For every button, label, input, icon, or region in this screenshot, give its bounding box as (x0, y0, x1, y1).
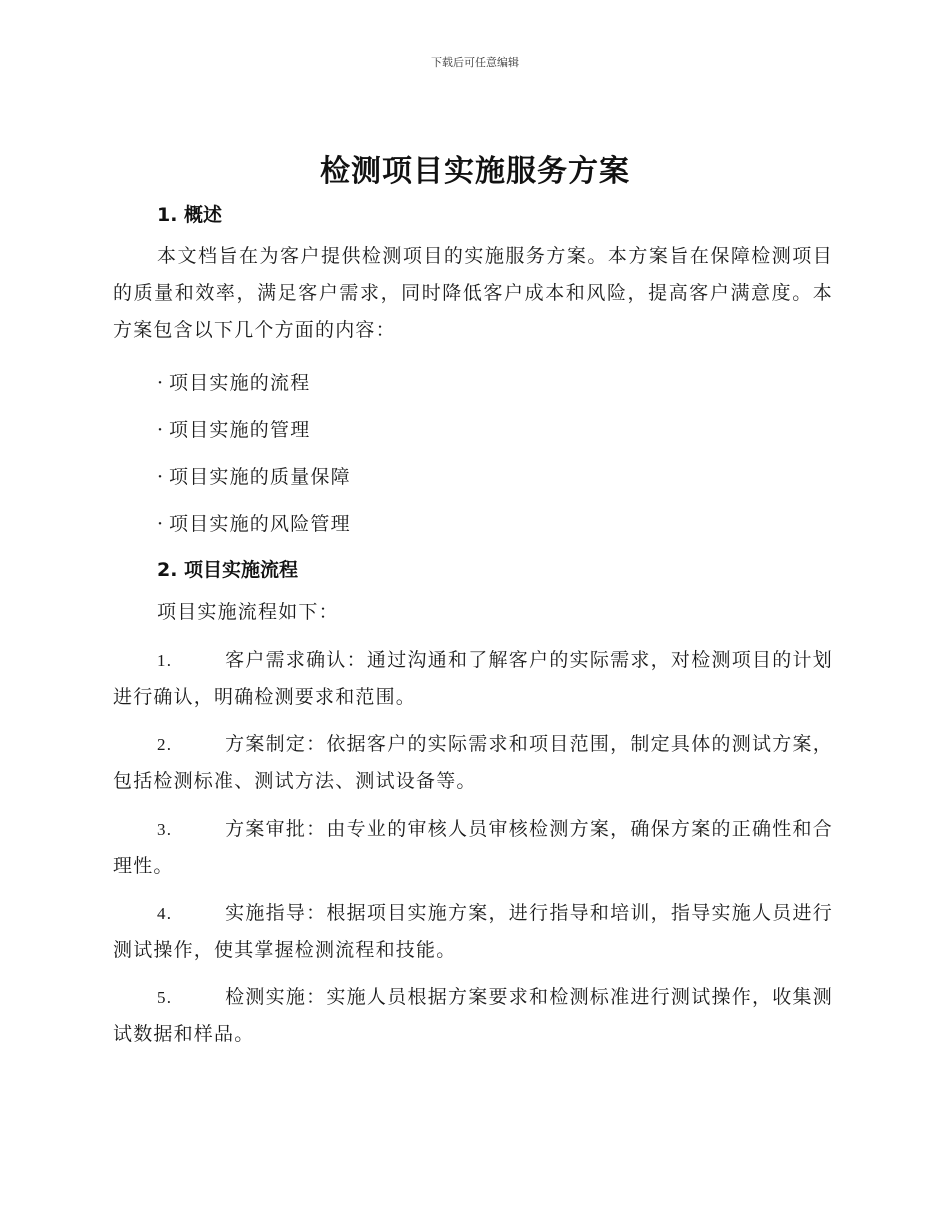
bullet-item (157, 462, 351, 489)
bullet-item (157, 368, 310, 395)
header-note: 下载后可任意编辑 (431, 56, 519, 69)
item-text: 检测实施：实施人员根据方案要求和检测标准进行测试操作，收集测试数据和样品。 (113, 986, 833, 1045)
item-text: 实施指导：根据项目实施方案，进行指导和培训，指导实施人员进行测试操作，使其掌握检测流程和技能。 (113, 902, 833, 961)
bullet-text: 项目实施的管理 (169, 419, 311, 441)
numbered-item (113, 895, 833, 969)
process-lead: 项目实施流程如下： (157, 601, 339, 623)
section-heading-process: 2. 项目实施流程 (157, 559, 299, 581)
numbered-item (113, 726, 833, 800)
numbered-item (113, 979, 833, 1053)
bullet-text: 项目实施的流程 (169, 372, 311, 394)
item-number: 3. (157, 820, 173, 839)
bullet-dot-icon: · (157, 419, 165, 441)
bullet-dot-icon: · (157, 372, 165, 394)
item-text: 客户需求确认：通过沟通和了解客户的实际需求，对检测项目的计划进行确认，明确检测要求和范围。 (113, 649, 833, 708)
item-text: 方案审批：由专业的审核人员审核检测方案，确保方案的正确性和合理性。 (113, 818, 833, 877)
item-text: 方案制定：依据客户的实际需求和项目范围，制定具体的测试方案，包括检测标准、测试方法、测试设备等。 (113, 733, 833, 792)
bullet-item (157, 509, 351, 536)
bullet-text: 项目实施的质量保障 (169, 466, 351, 488)
bullet-dot-icon: · (157, 466, 165, 488)
overview-paragraph: 本文档旨在为客户提供检测项目的实施服务方案。本方案旨在保障检测项目的质量和效率，满足客户需求，同时降低客户成本和风险，提高客户满意度。本方案包含以下几个方面的内容： (113, 245, 833, 341)
bullet-text: 项目实施的风险管理 (169, 513, 351, 535)
bullet-dot-icon: · (157, 513, 165, 535)
document-title: 检测项目实施服务方案 (320, 154, 630, 189)
item-number: 4. (157, 904, 173, 923)
numbered-item (113, 642, 833, 716)
numbered-item (113, 811, 833, 885)
item-number: 2. (157, 735, 173, 754)
section-heading-overview: 1. 概述 (157, 204, 223, 226)
bullet-item (157, 415, 310, 442)
item-number: 1. (157, 651, 173, 670)
item-number: 5. (157, 988, 173, 1007)
